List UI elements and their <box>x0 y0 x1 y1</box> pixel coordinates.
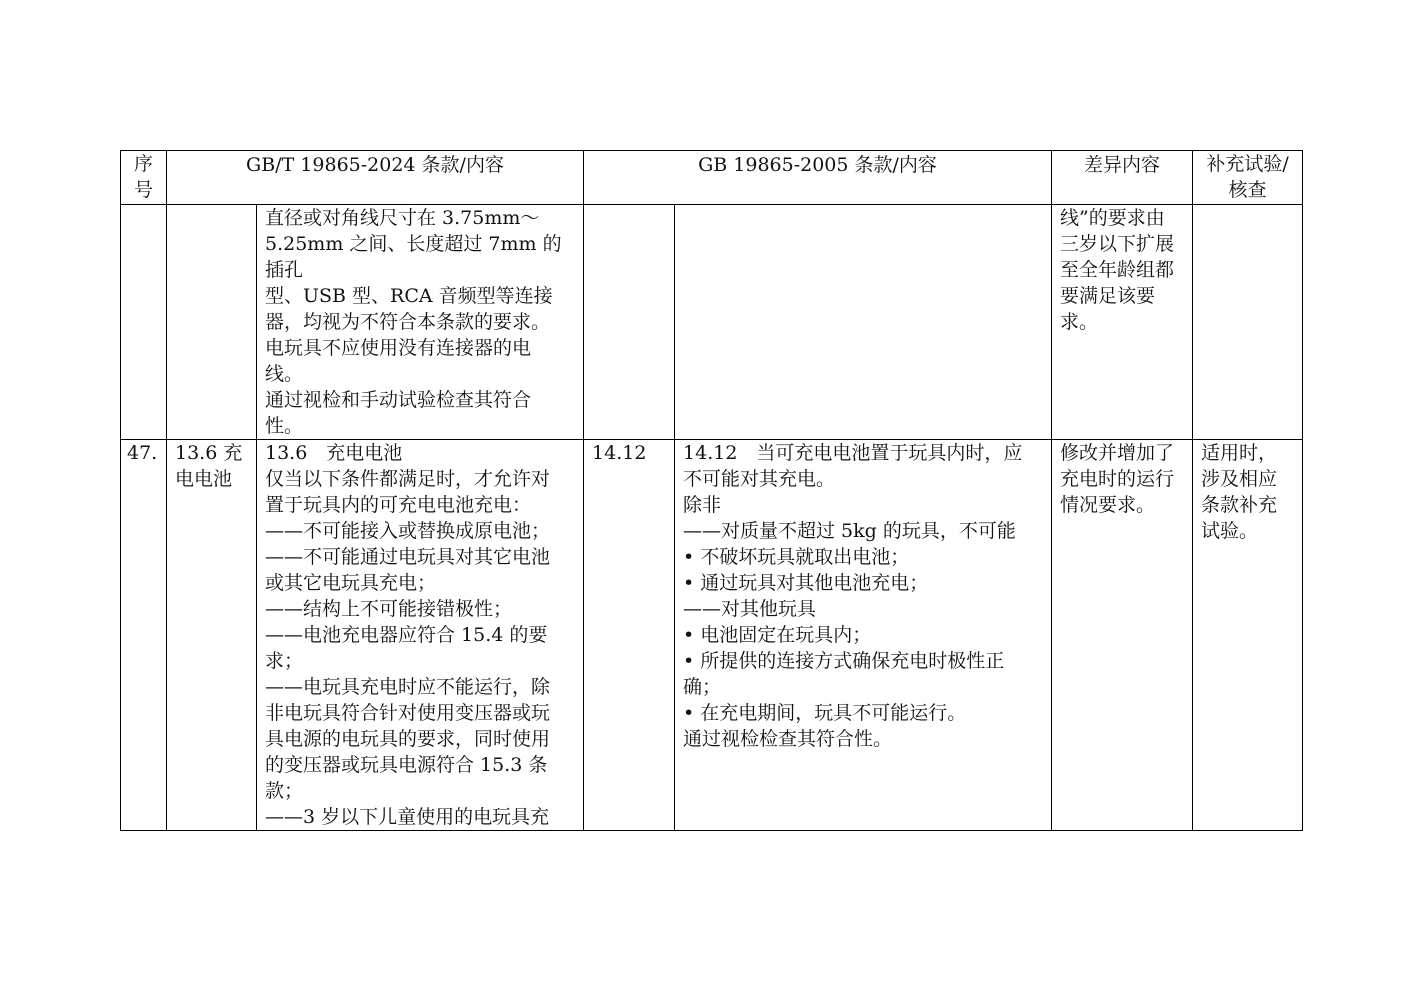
row-diff: 线”的要求由 三岁以下扩展 至全年龄组都 要满足该要 求。 <box>1052 205 1193 440</box>
table-row <box>121 440 1303 831</box>
header-diff: 差异内容 <box>1052 151 1193 205</box>
row-gb-content <box>675 205 1052 440</box>
row-seq: 47. <box>121 440 167 831</box>
row-seq <box>121 205 167 440</box>
header-supp: 补充试验/ 核查 <box>1193 151 1303 205</box>
row-gb-clause: 14.12 <box>584 440 675 831</box>
table-row <box>121 205 1303 440</box>
row-gbt-clause: 13.6 充 电电池 <box>167 440 257 831</box>
row-gbt-clause <box>167 205 257 440</box>
row-supp: 适用时， 涉及相应 条款补充 试验。 <box>1193 440 1303 831</box>
header-gb-2005: GB 19865-2005 条款/内容 <box>584 151 1052 205</box>
row-diff: 修改并增加了 充电时的运行 情况要求。 <box>1052 440 1193 831</box>
row-gbt-content: 13.6 充电电池 仅当以下条件都满足时，才允许对 置于玩具内的可充电电池充电： ——不可能接入或替换成原电池； ——不可能通过电玩具对其它电池 或其它电玩具充电； ——结构上不可能接错极性； ——电池充电器应符合 15.4 的要 求； ——电玩具充电时应不能运行，除 非电玩具符合针对使用变压器或玩 具电源的电玩具的要求，同时使用 的变压器或玩具电源符合 15.3 条 款； ——3 岁以下儿童使用的电玩具充 <box>257 440 584 831</box>
row-gb-clause <box>584 205 675 440</box>
header-row <box>121 151 1303 205</box>
row-gbt-content: 直径或对角线尺寸在 3.75mm～ 5.25mm 之间、长度超过 7mm 的插孔 型、USB 型、RCA 音频型等连接 器，均视为不符合本条款的要求。 电玩具不应使用没有连接器的电 线。 通过视检和手动试验检查其符合 性。 <box>257 205 584 440</box>
row-gb-content: 14.12 当可充电电池置于玩具内时，应 不可能对其充电。 除非 ——对质量不超过 5kg 的玩具，不可能 • 不破坏玩具就取出电池； • 通过玩具对其他电池充电； ——对其他玩具 • 电池固定在玩具内； • 所提供的连接方式确保充电时极性正 确； • 在充电期间，玩具不可能运行。 通过视检检查其符合性。 <box>675 440 1052 831</box>
comparison-table <box>120 150 1303 831</box>
header-gbt-2024: GB/T 19865-2024 条款/内容 <box>167 151 584 205</box>
header-seq: 序 号 <box>121 151 167 205</box>
row-supp <box>1193 205 1303 440</box>
